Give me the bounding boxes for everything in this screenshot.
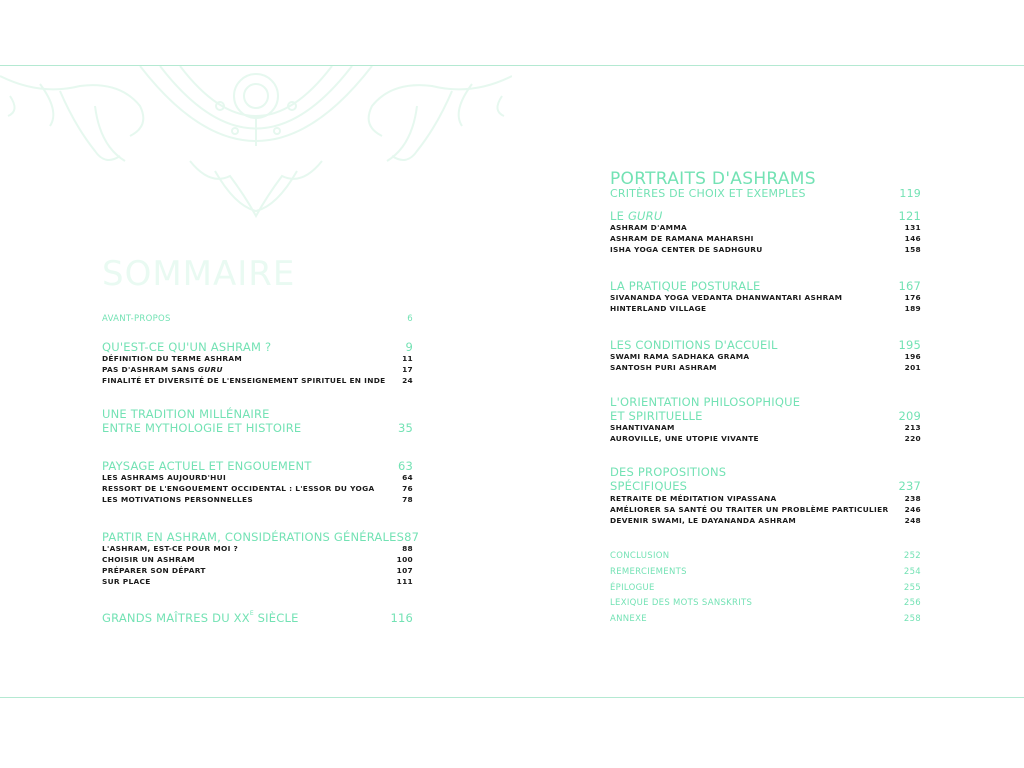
toc-subentry[interactable]	[102, 566, 413, 575]
toc-subentry-label: ISHA YOGA CENTER DE SADHGURU	[610, 245, 763, 254]
toc-subentry[interactable]	[102, 473, 413, 482]
toc-entry-label	[102, 611, 299, 625]
toc-subentry-label: HINTERLAND VILLAGE	[610, 304, 707, 313]
toc-entry-pratique-posturale[interactable]	[610, 279, 921, 293]
label-text: LE	[610, 209, 628, 223]
toc-entry-page: 6	[407, 314, 413, 324]
toc-subentry-page: 158	[904, 245, 921, 254]
toc-subentry-page: 131	[904, 223, 921, 232]
toc-subentry-label: RETRAITE DE MÉDITATION VIPASSANA	[610, 494, 777, 503]
toc-subentry[interactable]	[102, 354, 413, 363]
toc-entry-paysage-actuel[interactable]	[102, 459, 413, 473]
toc-subentry-label: SIVANANDA YOGA VEDANTA DHANWANTARI ASHRAM	[610, 293, 843, 302]
toc-entry-une-tradition-millenaire-line2[interactable]	[102, 421, 413, 435]
toc-entry-label-line1: L'ORIENTATION PHILOSOPHIQUE	[610, 395, 801, 409]
toc-subentry-label: SANTOSH PURI ASHRAM	[610, 363, 717, 372]
toc-entry-page: 121	[898, 209, 921, 223]
toc-entry-quest-ce-quun-ashram[interactable]	[102, 340, 413, 354]
toc-subentry-page: 201	[904, 363, 921, 372]
toc-entry-page: 119	[899, 187, 921, 200]
toc-entry-criteres[interactable]	[610, 187, 921, 200]
toc-entry-orientation-philosophique-line2[interactable]	[610, 409, 921, 423]
label-italic: GURU	[627, 209, 663, 223]
toc-entry-label	[610, 209, 662, 223]
toc-subentry-page: 64	[402, 473, 413, 482]
toc-subentry-page: 100	[396, 555, 413, 564]
toc-subentry[interactable]	[610, 223, 921, 232]
toc-subentry-page: 238	[904, 494, 921, 503]
toc-entry-page: 167	[898, 279, 921, 293]
toc-subentry[interactable]	[610, 423, 921, 432]
toc-entry-label: CRITÈRES DE CHOIX ET EXEMPLES	[610, 187, 806, 200]
toc-subentry[interactable]	[610, 494, 921, 503]
toc-entry-page: 254	[903, 567, 921, 577]
toc-subentry[interactable]	[610, 434, 921, 443]
toc-subentry-label: FINALITÉ ET DIVERSITÉ DE L'ENSEIGNEMENT SPIRITUEL EN INDE	[102, 376, 386, 385]
toc-subentry[interactable]	[610, 363, 921, 372]
toc-subentry[interactable]	[610, 234, 921, 243]
toc-entry-label: CONCLUSION	[610, 551, 670, 561]
toc-subentry-page: 176	[904, 293, 921, 302]
toc-subentry[interactable]	[102, 484, 413, 493]
toc-entry-conclusion[interactable]	[610, 551, 921, 561]
toc-subentry-page: 78	[402, 495, 413, 504]
toc-subentry[interactable]	[102, 544, 413, 553]
toc-subentry-label: ASHRAM D'AMMA	[610, 223, 688, 232]
toc-subentry[interactable]	[102, 376, 413, 385]
page-title-sommaire: SOMMAIRE	[102, 254, 296, 294]
toc-entry-page: 9	[405, 340, 413, 354]
toc-entry-label: ÉPILOGUE	[610, 583, 655, 593]
section-title-portraits: PORTRAITS D'ASHRAMS	[610, 169, 816, 189]
label-text: SIÈCLE	[253, 611, 299, 625]
toc-entry-propositions-specifiques[interactable]	[610, 465, 921, 479]
toc-entry-page: 35	[397, 421, 413, 435]
toc-subentry-page: 88	[402, 544, 413, 553]
toc-subentry-label: PRÉPARER SON DÉPART	[102, 566, 206, 575]
toc-subentry-page: 146	[904, 234, 921, 243]
toc-entry-page: 258	[903, 614, 921, 624]
toc-subentry-label	[102, 365, 223, 374]
toc-entry-le-guru[interactable]	[610, 209, 921, 223]
toc-entry-page: 87	[404, 530, 420, 544]
toc-entry-label: LA PRATIQUE POSTURALE	[610, 279, 761, 293]
toc-entry-label-line1: UNE TRADITION MILLÉNAIRE	[102, 407, 270, 421]
toc-subentry-label: RESSORT DE L'ENGOUEMENT OCCIDENTAL : L'ESSOR DU YOGA	[102, 484, 375, 493]
toc-entry-annexe[interactable]	[610, 614, 921, 624]
toc-entry-page: 195	[898, 338, 921, 352]
toc-entry-label: ANNEXE	[610, 614, 647, 624]
toc-entry-page: 256	[903, 598, 921, 608]
toc-subentry-label: AMÉLIORER SA SANTÉ OU TRAITER UN PROBLÈME PARTICULIER	[610, 505, 889, 514]
toc-subentry-label: L'ASHRAM, EST-CE POUR MOI ?	[102, 544, 239, 553]
toc-entry-remerciements[interactable]	[610, 567, 921, 577]
toc-subentry-page: 246	[904, 505, 921, 514]
toc-entry-page: 252	[903, 551, 921, 561]
toc-entry-label: QU'EST-CE QU'UN ASHRAM ?	[102, 340, 272, 354]
toc-entry-label: REMERCIEMENTS	[610, 567, 687, 577]
toc-entry-label: LEXIQUE DES MOTS SANSKRITS	[610, 598, 753, 608]
toc-entry-page: 255	[903, 583, 921, 593]
toc-entry-partir-en-ashram[interactable]	[102, 530, 420, 544]
toc-subentry[interactable]	[610, 516, 921, 525]
toc-entry-orientation-philosophique[interactable]	[610, 395, 921, 409]
toc-entry-page: 116	[390, 611, 413, 625]
toc-entry-label-line2: ET SPIRITUELLE	[610, 409, 703, 423]
toc-subentry-label: LES ASHRAMS AUJOURD'HUI	[102, 473, 226, 482]
toc-entry-conditions-accueil[interactable]	[610, 338, 921, 352]
label-text: GRANDS MAÎTRES DU XX	[102, 611, 250, 625]
toc-subentry-label: SHANTIVANAM	[610, 423, 675, 432]
toc-subentry[interactable]	[610, 304, 921, 313]
toc-subentry-label: DEVENIR SWAMI, LE DAYANANDA ASHRAM	[610, 516, 797, 525]
toc-entry-label: LES CONDITIONS D'ACCUEIL	[610, 338, 778, 352]
toc-entry-page: 209	[898, 409, 921, 423]
toc-entry-une-tradition-millenaire[interactable]	[102, 407, 413, 421]
toc-subentry[interactable]	[102, 577, 413, 586]
toc-subentry-page: 107	[396, 566, 413, 575]
label-text: PAS D'ASHRAM SANS	[102, 365, 198, 374]
toc-entry-label-line2: ENTRE MYTHOLOGIE ET HISTOIRE	[102, 421, 302, 435]
toc-subentry[interactable]	[102, 495, 413, 504]
toc-subentry-page: 24	[402, 376, 413, 385]
toc-subentry-label: SUR PLACE	[102, 577, 151, 586]
toc-subentry-label: CHOISIR UN ASHRAM	[102, 555, 195, 564]
label-italic: GURU	[197, 365, 223, 374]
mandala-ornament-icon	[0, 66, 512, 221]
toc-entry-label-line1: DES PROPOSITIONS	[610, 465, 727, 479]
toc-entry-label: PAYSAGE ACTUEL ET ENGOUEMENT	[102, 459, 312, 473]
toc-entry-lexique[interactable]	[610, 598, 921, 608]
toc-entry-label-line2: SPÉCIFIQUES	[610, 479, 688, 493]
toc-subentry[interactable]	[610, 245, 921, 254]
toc-entry-label: PARTIR EN ASHRAM, CONSIDÉRATIONS GÉNÉRALES	[102, 530, 405, 544]
toc-entry-avant-propos[interactable]	[102, 314, 413, 324]
toc-subentry-page: 196	[904, 352, 921, 361]
toc-entry-page: 63	[397, 459, 413, 473]
toc-entry-grands-maitres[interactable]	[102, 611, 413, 625]
toc-subentry[interactable]	[610, 293, 921, 302]
toc-subentry[interactable]	[610, 505, 921, 514]
toc-subentry-label: ASHRAM DE RAMANA MAHARSHI	[610, 234, 754, 243]
toc-entry-page: 237	[898, 479, 921, 493]
toc-entry-epilogue[interactable]	[610, 583, 921, 593]
toc-subentry-label: AUROVILLE, UNE UTOPIE VIVANTE	[610, 434, 759, 443]
toc-subentry-page: 220	[904, 434, 921, 443]
toc-subentry[interactable]	[610, 352, 921, 361]
toc-subentry-page: 189	[904, 304, 921, 313]
toc-subentry-page: 11	[402, 354, 413, 363]
toc-subentry[interactable]	[102, 555, 413, 564]
toc-entry-propositions-specifiques-line2[interactable]	[610, 479, 921, 493]
label-superscript: E	[249, 610, 254, 617]
toc-subentry-page: 76	[402, 484, 413, 493]
toc-entry-label: AVANT-PROPOS	[102, 314, 171, 324]
toc-subentry[interactable]	[102, 365, 413, 374]
toc-subentry-page: 111	[396, 577, 413, 586]
bottom-rule	[0, 697, 1024, 698]
toc-subentry-label: DÉFINITION DU TERME ASHRAM	[102, 354, 243, 363]
toc-subentry-page: 213	[904, 423, 921, 432]
toc-subentry-page: 248	[904, 516, 921, 525]
toc-subentry-page: 17	[402, 365, 413, 374]
toc-subentry-label: LES MOTIVATIONS PERSONNELLES	[102, 495, 253, 504]
toc-subentry-label: SWAMI RAMA SADHAKA GRAMA	[610, 352, 750, 361]
